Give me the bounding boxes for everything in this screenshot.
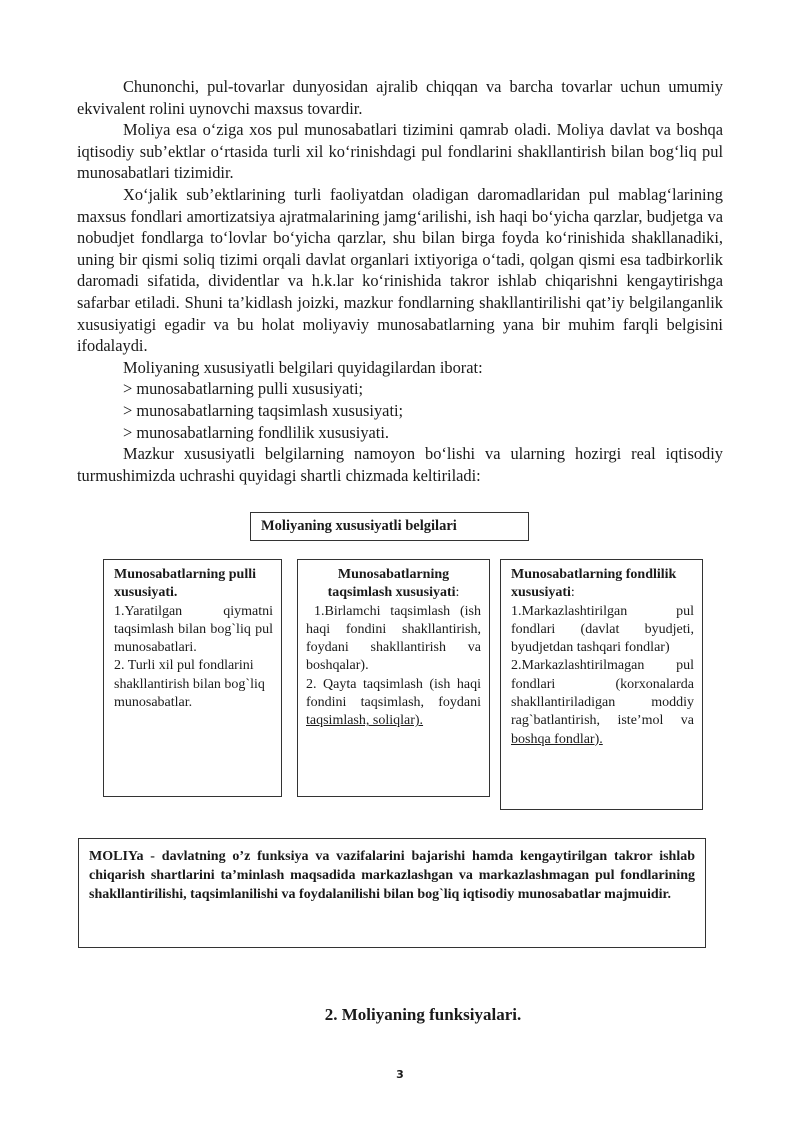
box-heading-colon: :	[455, 585, 460, 601]
box-heading-text: Munosabatlarning taqsimlash xususiyati	[327, 567, 456, 601]
definition-box: MOLIYa - davlatning o’z funksiya va vazifalarini bajarishi hamda kengaytirilgan takror ishlab chiqarish shartlarini ta’minlash maqsadida markazlashgan va markazlashmagan pul fondlarining shakllantirilishi, taqsimlanilishi va foydalanilishi bilan bog`liq iqtisodiy munosabatlar majmuidir.	[78, 838, 706, 948]
box-heading-colon: :	[570, 585, 575, 601]
paragraph-1: Chunonchi, pul-tovarlar dunyosidan ajralib chiqqan va barcha tovarlar uchun umumiy ekvivalent rolini uynovchi maxsus tovardir.	[77, 77, 723, 118]
bullet-item: > munosabatlarning pulli xususiyati;	[123, 379, 364, 399]
box-item: 2. Turli xil pul fondlarini shakllantirish bilan bog`liq munosabatlar.	[114, 658, 265, 711]
box-heading-text: Munosabatlarning fondlilik xususiyati	[511, 567, 677, 601]
box-heading: Munosabatlarning pulli xususiyati.	[114, 567, 256, 601]
box-item-text: 2.Markazlashtirilmagan pul fondlari (korxonalarda shakllantiriladigan moddiy rag`batlantirish, iste’mol va	[511, 658, 694, 729]
paragraph-2: Moliya esa o‘ziga xos pul munosabatlari tizimini qamrab oladi. Moliya davlat va boshqa iqtisodiy sub’ektlar o‘rtasida turli xil ko‘rinishdagi pul fondlarini shakllantirish bilan bog‘liq pul munosabatlari tizimidir.	[77, 120, 723, 183]
box-item-text: 2. Qayta taqsimlash (ish haqi fondini taqsimlash, foydani	[306, 676, 481, 711]
box-item-underlined: taqsimlash, soliqlar).	[306, 713, 424, 729]
bullet-item: > munosabatlarning fondlilik xususiyati.	[123, 422, 390, 442]
paragraph-3: Xo‘jalik sub’ektlarining turli faoliyatdan oladigan daromadlaridan pul mablag‘larining maxsus fondlari amortizatsiya ajratmalarining jamg‘arilishi, ish haqi bo‘yicha qarzlar, budjetga va nobudjet fondlarga to‘lovlar bo‘yicha qarzlar, shu bilan birga foyda ko‘rinishida shakllanadiki, uning bir qismi soliq tizimi orqali davlat organlari ixtiyoriga o‘tadi, qolgan qismi esa tadbirkorlik daromadi sifatida, dividentlar va h.k.lar ko‘rinishida takror ishlab chiqarishni kengaytirishga safarbar etiladi. Shuni ta’kidlash joizki, mazkur fondlarning shakllantirilishi qat’iy belgilanganlik xususiyatigi egadir va bu holat moliyaviy munosabatlarning yana bir muhim farqli belgisini ifodalaydi.	[77, 184, 723, 356]
page-number: 3	[396, 1068, 404, 1081]
diagram-box-distribution	[297, 559, 490, 797]
diagram-title: Moliyaning xususiyatli belgilari	[250, 512, 529, 541]
box-item	[306, 676, 481, 731]
box-item	[511, 657, 694, 748]
bullet-item: > munosabatlarning taqsimlash xususiyati;	[123, 400, 404, 420]
paragraph-4: Moliyaning xususiyatli belgilari quyidagilardan iborat:	[123, 357, 483, 377]
box-heading	[306, 566, 481, 603]
body-text	[77, 76, 723, 486]
diagram-box-monetary	[103, 559, 282, 797]
box-item: 1.Birlamchi taqsimlash (ish haqi fondini shakllantirish, foydani shakllantirish va boshqalar).	[306, 603, 481, 674]
section-heading: 2. Moliyaning funksiyalari.	[324, 1005, 522, 1024]
box-item: 1.Yaratilgan qiymatni taqsimlash bilan bog`liq pul munosabatlari.	[114, 603, 273, 656]
box-item-underlined: boshqa fondlar).	[511, 731, 603, 747]
box-heading	[511, 566, 694, 603]
paragraph-5: Mazkur xususiyatli belgilarning namoyon bo‘lishi va ularning hozirgi real iqtisodiy turmushimizda uchrashi quyidagi shartli chizmada keltiriladi:	[77, 444, 723, 485]
diagram-box-funds	[500, 559, 703, 810]
box-item: 1.Markazlashtirilgan pul fondlari (davlat byudjeti, byudjetdan tashqari fondlar)	[511, 603, 694, 656]
